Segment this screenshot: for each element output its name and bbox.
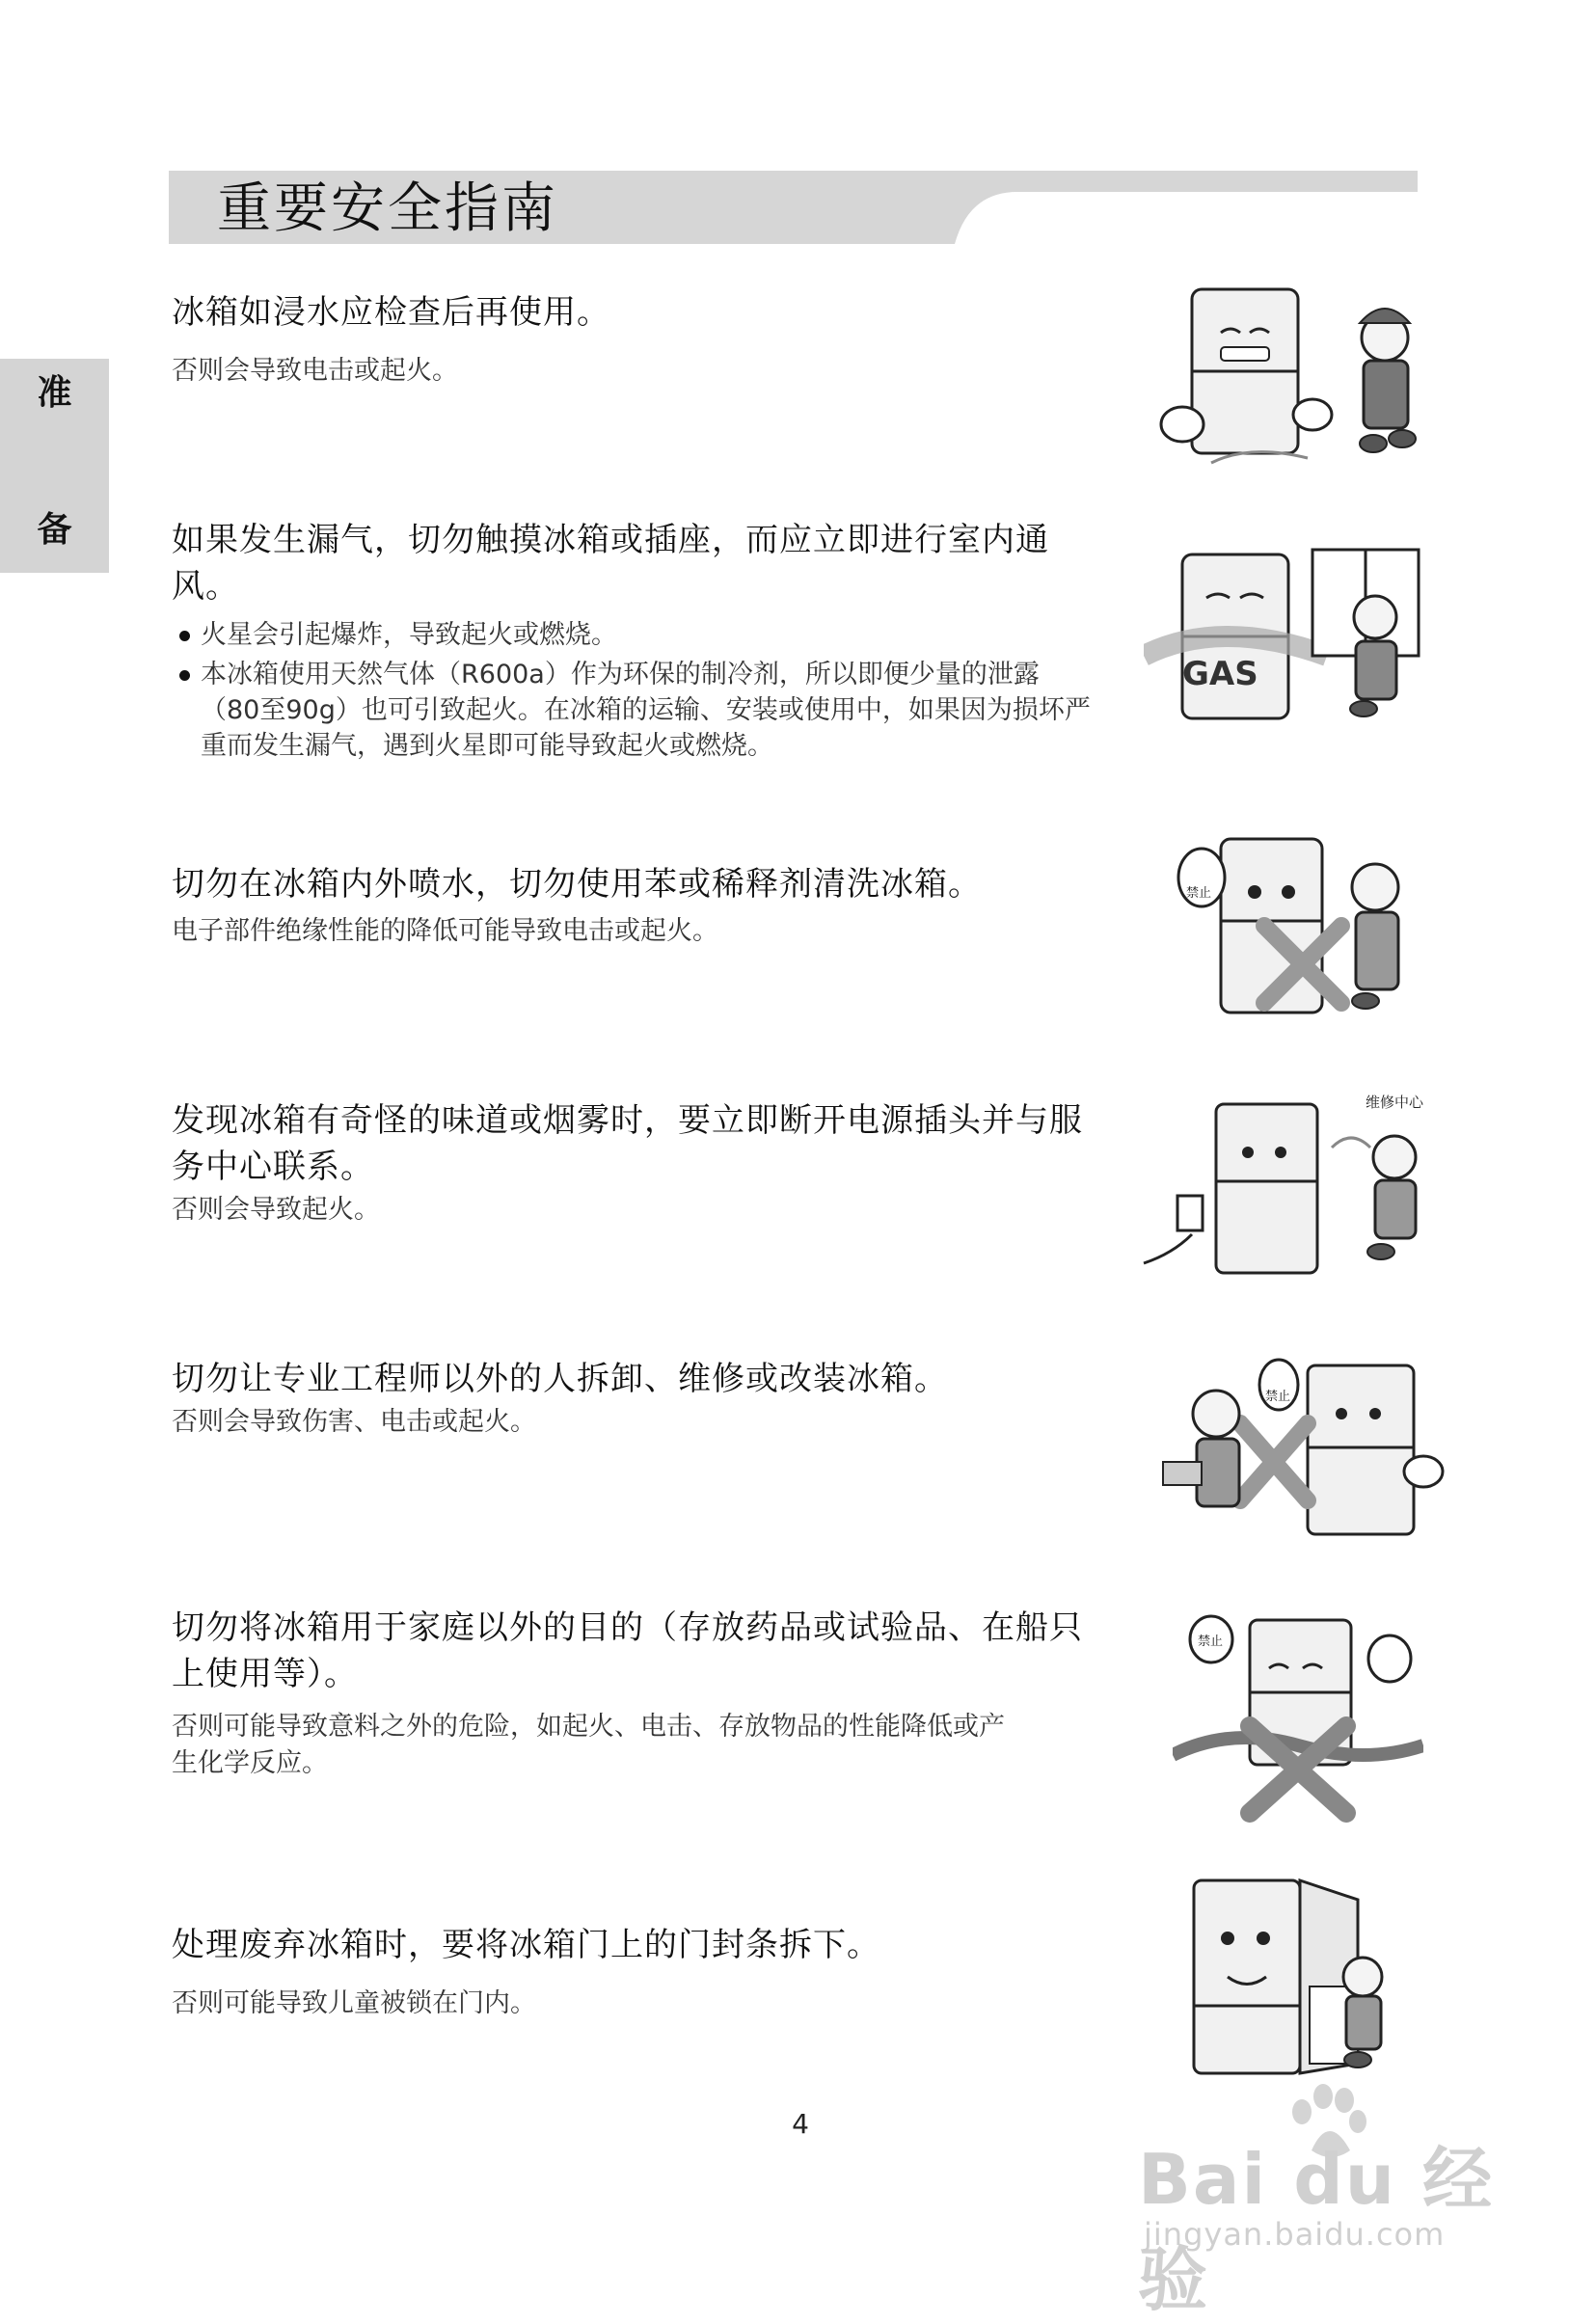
safety-item-no-spray <box>172 861 1107 950</box>
section-title-bar <box>169 171 1418 244</box>
bullet-item: 本冰箱使用天然气体（R600a）作为环保的制冷剂，所以即便少量的泄露（80至90g）也可引致起火。在冰箱的运输、安装或使用中，如果因为损坏严重而发生漏气，遇到火星即可能导致起火或燃烧。 <box>172 657 1097 764</box>
safety-heading: 发现冰箱有奇怪的味道或烟雾时，要立即断开电源插头并与服务中心联系。 <box>172 1101 1083 1186</box>
no-disassembly-illustration <box>1144 1356 1452 1549</box>
no-spray-illustration <box>1173 820 1433 1041</box>
safety-item-smoke <box>172 1097 1107 1229</box>
safety-item-disposal <box>172 1922 1107 2022</box>
safety-note: 否则可能导致儿童被锁在门内。 <box>172 1988 536 2018</box>
watermark-brand: Bai du 经验 <box>1138 2139 1495 2320</box>
safety-item-household-only <box>172 1605 1107 1782</box>
safety-note: 否则会导致电击或起火。 <box>172 356 458 386</box>
safety-item-flood <box>172 289 1107 390</box>
flooded-fridge-illustration <box>1153 280 1433 473</box>
safety-note: 否则会导致伤害、电击或起火。 <box>172 1407 536 1437</box>
safety-heading: 切勿在冰箱内外喷水，切勿使用苯或稀释剂清洗冰箱。 <box>172 865 982 904</box>
safety-note: 否则会导致起火。 <box>172 1195 380 1225</box>
side-tab-char-1: 准 <box>37 373 72 413</box>
gas-leak-illustration <box>1144 540 1443 733</box>
safety-note: 电子部件绝缘性能的降低可能导致电击或起火。 <box>172 916 718 946</box>
baidu-watermark <box>1138 2093 1562 2320</box>
safety-item-gas-leak <box>172 517 1107 768</box>
side-chapter-tab[interactable] <box>0 359 109 573</box>
page-title: 重要安全指南 <box>217 177 558 240</box>
no-ship-illustration <box>1173 1601 1423 1823</box>
page-number: 4 <box>792 2108 809 2140</box>
prohibit-label: 禁止 <box>1186 886 1212 901</box>
prohibit-label: 禁止 <box>1265 1390 1291 1404</box>
watermark-url: jingyan.baidu.com <box>1144 2216 1446 2253</box>
safety-heading: 切勿将冰箱用于家庭以外的目的（存放药品或试验品、在船只上使用等）。 <box>172 1608 1083 1693</box>
safety-heading: 冰箱如浸水应检查后再使用。 <box>172 293 610 332</box>
safety-note: 否则可能导致意料之外的危险，如起火、电击、存放物品的性能降低或产生化学反应。 <box>172 1712 1005 1778</box>
gas-label: GAS <box>1182 655 1258 693</box>
side-tab-char-2: 备 <box>37 510 72 550</box>
prohibit-label: 禁止 <box>1198 1635 1224 1649</box>
door-seal-child-illustration <box>1184 1871 1416 2083</box>
safety-heading: 如果发生漏气，切勿触摸冰箱或插座，而应立即进行室内通风。 <box>172 521 1049 606</box>
bullet-item: 火星会引起爆炸，导致起火或燃烧。 <box>172 617 1107 653</box>
service-center-label: 维修中心 <box>1366 1094 1424 1111</box>
smoke-unplug-illustration <box>1134 1090 1443 1283</box>
safety-bullet-list <box>172 617 1107 764</box>
safety-item-no-disassembly <box>172 1356 1107 1441</box>
safety-heading: 处理废弃冰箱时，要将冰箱门上的门封条拆下。 <box>172 1926 880 1964</box>
safety-heading: 切勿让专业工程师以外的人拆卸、维修或改装冰箱。 <box>172 1360 948 1398</box>
